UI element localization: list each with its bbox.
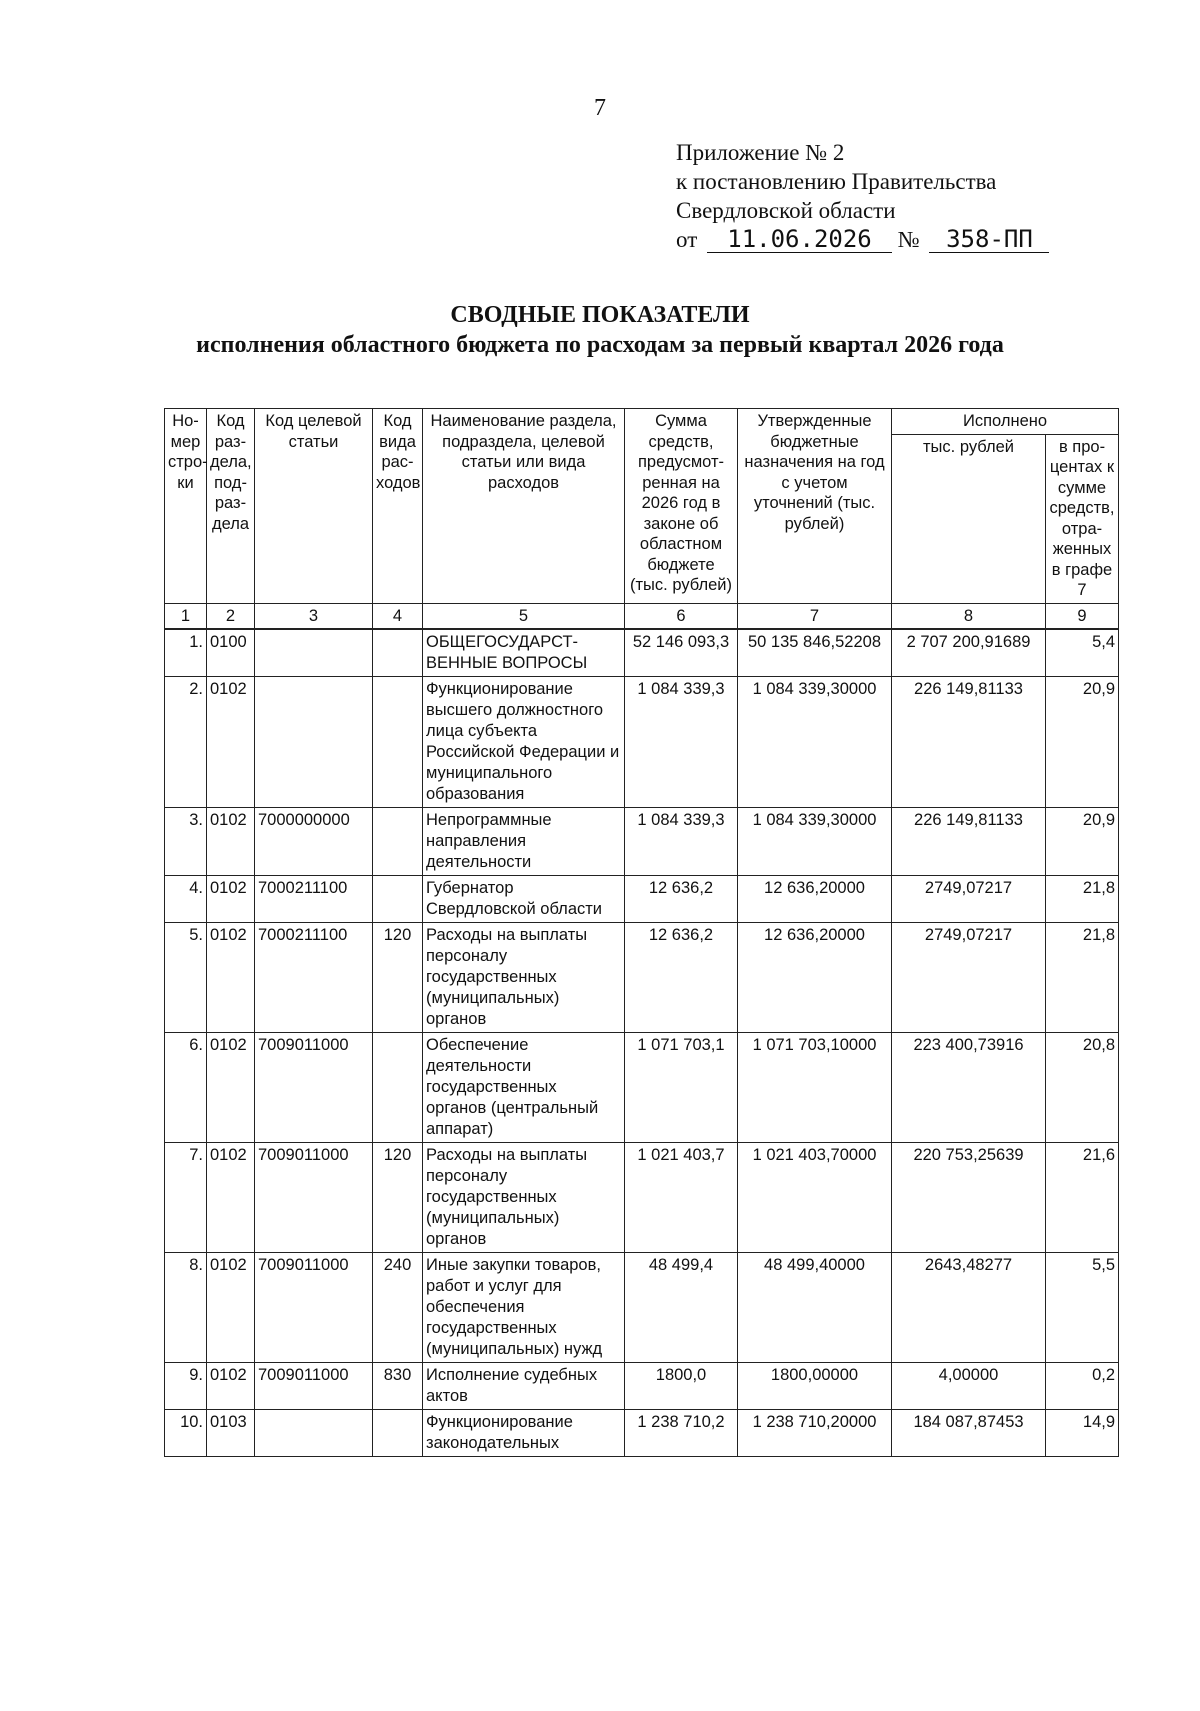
cell-executed-percent: 21,6	[1046, 1142, 1119, 1252]
cell-section-code: 0102	[207, 676, 255, 807]
cell-executed: 2749,07217	[892, 922, 1046, 1032]
cell-law-amount: 12 636,2	[625, 875, 738, 922]
appendix-block	[676, 138, 1049, 254]
cell-executed-percent: 21,8	[1046, 875, 1119, 922]
cell-section-code: 0102	[207, 1142, 255, 1252]
cell-row-number: 10.	[165, 1409, 207, 1456]
cell-law-amount: 1 084 339,3	[625, 807, 738, 875]
number-prefix: №	[897, 227, 920, 252]
cell-executed-percent: 21,8	[1046, 922, 1119, 1032]
cell-approved: 48 499,40000	[738, 1252, 892, 1362]
column-number: 7	[738, 603, 892, 629]
cell-executed: 4,00000	[892, 1362, 1046, 1409]
cell-executed: 2643,48277	[892, 1252, 1046, 1362]
cell-approved: 1 071 703,10000	[738, 1032, 892, 1142]
column-number: 9	[1046, 603, 1119, 629]
table-row	[165, 1252, 1119, 1362]
header-executed-thousand: тыс. рублей	[892, 434, 1046, 603]
cell-section-code: 0102	[207, 1252, 255, 1362]
cell-executed: 220 753,25639	[892, 1142, 1046, 1252]
cell-row-number: 8.	[165, 1252, 207, 1362]
cell-name: ОБЩЕГОСУДАРСТ- ВЕННЫЕ ВОПРОСЫ	[423, 629, 625, 677]
cell-row-number: 2.	[165, 676, 207, 807]
cell-expense-type-code: 830	[373, 1362, 423, 1409]
cell-executed: 2749,07217	[892, 875, 1046, 922]
column-number: 8	[892, 603, 1046, 629]
page-number: 7	[594, 95, 606, 121]
table-row	[165, 875, 1119, 922]
table-row	[165, 807, 1119, 875]
cell-executed: 226 149,81133	[892, 807, 1046, 875]
cell-expense-type-code: 120	[373, 922, 423, 1032]
cell-name: Расходы на выплаты персоналу государственных (муниципальных) органов	[423, 1142, 625, 1252]
cell-section-code: 0102	[207, 875, 255, 922]
cell-target-code: 7009011000	[255, 1032, 373, 1142]
table-row	[165, 922, 1119, 1032]
table-row	[165, 1409, 1119, 1456]
cell-target-code	[255, 1409, 373, 1456]
cell-approved: 50 135 846,52208	[738, 629, 892, 677]
column-number: 3	[255, 603, 373, 629]
cell-executed-percent: 14,9	[1046, 1409, 1119, 1456]
document-title-subtitle: исполнения областного бюджета по расходам за первый квартал 2026 года	[196, 332, 1004, 358]
cell-expense-type-code	[373, 1032, 423, 1142]
appendix-line-resolution: к постановлению Правительства	[676, 169, 997, 194]
table-row	[165, 676, 1119, 807]
document-title-main: СВОДНЫЕ ПОКАЗАТЕЛИ	[450, 302, 750, 328]
cell-law-amount: 48 499,4	[625, 1252, 738, 1362]
cell-row-number: 5.	[165, 922, 207, 1032]
column-number: 5	[423, 603, 625, 629]
header-executed-percent: в про- центах к сумме средств, отра- женных в графе 7	[1046, 434, 1119, 603]
cell-target-code: 7000000000	[255, 807, 373, 875]
cell-target-code: 7009011000	[255, 1362, 373, 1409]
cell-law-amount: 1 071 703,1	[625, 1032, 738, 1142]
appendix-date-number-line	[676, 225, 1049, 254]
resolution-number: 358-ПП	[929, 226, 1049, 253]
table-row	[165, 1032, 1119, 1142]
column-number: 1	[165, 603, 207, 629]
cell-row-number: 9.	[165, 1362, 207, 1409]
cell-approved: 1 084 339,30000	[738, 676, 892, 807]
cell-target-code	[255, 676, 373, 807]
column-number: 6	[625, 603, 738, 629]
document-title	[0, 300, 1200, 360]
cell-target-code: 7009011000	[255, 1252, 373, 1362]
cell-section-code: 0103	[207, 1409, 255, 1456]
appendix-title: Приложение № 2	[676, 140, 845, 165]
header-executed: Исполнено	[892, 409, 1119, 435]
table-row	[165, 1142, 1119, 1252]
cell-executed-percent: 5,5	[1046, 1252, 1119, 1362]
column-number: 2	[207, 603, 255, 629]
cell-law-amount: 12 636,2	[625, 922, 738, 1032]
header-law-amount: Сумма средств, предусмот- ренная на 2026 год в законе об областном бюджете (тыс. рублей)	[625, 409, 738, 604]
column-number: 4	[373, 603, 423, 629]
cell-row-number: 1.	[165, 629, 207, 677]
cell-name: Непрограммные направления деятельности	[423, 807, 625, 875]
cell-target-code	[255, 629, 373, 677]
header-expense-type-code: Код вида рас- ходов	[373, 409, 423, 604]
cell-executed: 223 400,73916	[892, 1032, 1046, 1142]
cell-law-amount: 1800,0	[625, 1362, 738, 1409]
cell-expense-type-code	[373, 807, 423, 875]
budget-table	[164, 408, 1119, 1457]
cell-target-code: 7000211100	[255, 875, 373, 922]
cell-approved: 12 636,20000	[738, 875, 892, 922]
cell-name: Функционирование законодательных	[423, 1409, 625, 1456]
header-target-code: Код целевой статьи	[255, 409, 373, 604]
cell-name: Иные закупки товаров, работ и услуг для обеспечения государственных (муниципальных) нужд	[423, 1252, 625, 1362]
header-row-number: Но- мер стро- ки	[165, 409, 207, 604]
cell-row-number: 6.	[165, 1032, 207, 1142]
cell-name: Обеспечение деятельности государственных органов (центральный аппарат)	[423, 1032, 625, 1142]
cell-approved: 1 238 710,20000	[738, 1409, 892, 1456]
cell-law-amount: 52 146 093,3	[625, 629, 738, 677]
resolution-date: 11.06.2026	[707, 226, 892, 253]
cell-law-amount: 1 021 403,7	[625, 1142, 738, 1252]
cell-expense-type-code: 120	[373, 1142, 423, 1252]
cell-target-code: 7000211100	[255, 922, 373, 1032]
cell-expense-type-code	[373, 875, 423, 922]
cell-approved: 1 021 403,70000	[738, 1142, 892, 1252]
cell-executed: 226 149,81133	[892, 676, 1046, 807]
cell-executed-percent: 20,9	[1046, 676, 1119, 807]
cell-executed-percent: 20,9	[1046, 807, 1119, 875]
cell-approved: 1800,00000	[738, 1362, 892, 1409]
header-approved: Утвержденные бюджетные назначения на год с учетом уточнений (тыс. рублей)	[738, 409, 892, 604]
cell-executed: 184 087,87453	[892, 1409, 1046, 1456]
header-name: Наименование раздела, подраздела, целевой статьи или вида расходов	[423, 409, 625, 604]
cell-approved: 12 636,20000	[738, 922, 892, 1032]
cell-law-amount: 1 084 339,3	[625, 676, 738, 807]
cell-row-number: 3.	[165, 807, 207, 875]
table-row	[165, 1362, 1119, 1409]
cell-executed-percent: 20,8	[1046, 1032, 1119, 1142]
cell-row-number: 4.	[165, 875, 207, 922]
cell-executed-percent: 5,4	[1046, 629, 1119, 677]
cell-row-number: 7.	[165, 1142, 207, 1252]
header-section-code: Код раз- дела, под- раз- дела	[207, 409, 255, 604]
cell-name: Расходы на выплаты персоналу государственных (муниципальных) органов	[423, 922, 625, 1032]
cell-section-code: 0102	[207, 1362, 255, 1409]
column-number-row	[165, 603, 1119, 629]
cell-section-code: 0102	[207, 1032, 255, 1142]
cell-section-code: 0102	[207, 922, 255, 1032]
table-row	[165, 629, 1119, 677]
cell-section-code: 0102	[207, 807, 255, 875]
cell-approved: 1 084 339,30000	[738, 807, 892, 875]
date-prefix: от	[676, 227, 698, 252]
cell-expense-type-code	[373, 629, 423, 677]
cell-section-code: 0100	[207, 629, 255, 677]
cell-expense-type-code	[373, 676, 423, 807]
cell-name: Исполнение судебных актов	[423, 1362, 625, 1409]
cell-executed: 2 707 200,91689	[892, 629, 1046, 677]
cell-executed-percent: 0,2	[1046, 1362, 1119, 1409]
appendix-line-region: Свердловской области	[676, 198, 896, 223]
cell-expense-type-code	[373, 1409, 423, 1456]
cell-name: Функционирование высшего должностного лица субъекта Российской Федерации и муниципального образования	[423, 676, 625, 807]
cell-law-amount: 1 238 710,2	[625, 1409, 738, 1456]
cell-expense-type-code: 240	[373, 1252, 423, 1362]
cell-target-code: 7009011000	[255, 1142, 373, 1252]
cell-name: Губернатор Свердловской области	[423, 875, 625, 922]
